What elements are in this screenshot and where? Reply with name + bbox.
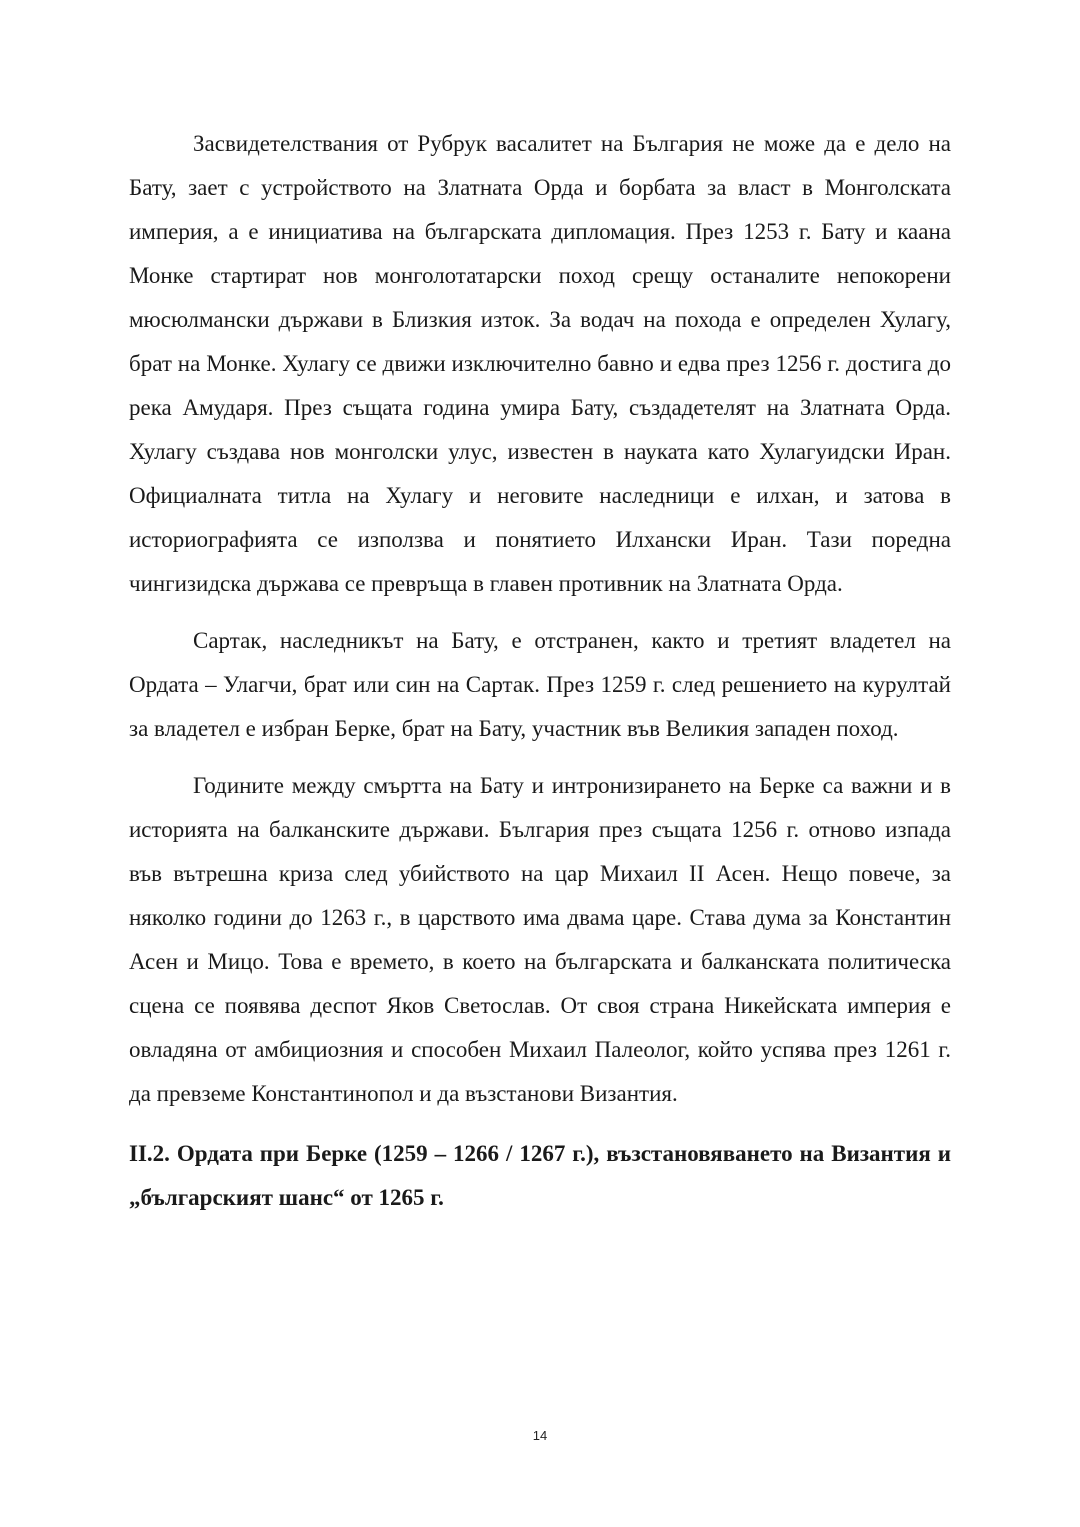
- paragraph-3: Годините между смъртта на Бату и интронизирането на Берке са важни и в историята на балканските държави. България през същата 1256 г. отново изпада във вътрешна криза след убийството на цар Михаил II Асен. Нещо повече, за няколко години до 1263 г., в царството има двама царе. Става дума за Константин Асен и Мицо. Това е времето, в което на българската и балканската политическа сцена се появява деспот Яков Светослав. От своя страна Никейската империя е овладяна от амбициозния и способен Михаил Палеолог, който успява през 1261 г. да превземе Константинопол и да възстанови Византия.: [129, 773, 951, 1106]
- paragraph-1: Засвидетелствания от Рубрук васалитет на България не може да е дело на Бату, зает с устройството на Златната Орда и борбата за власт в Монголската империя, а е инициатива на българската дипломация. През 1253 г. Бату и каана Монке стартират нов монголотатарски поход срещу останалите непокорени мюсюлмански държави в Близкия изток. За водач на похода е определен Хулагу, брат на Монке. Хулагу се движи изключително бавно и едва през 1256 г. достига до река Амударя. През същата година умира Бату, създадетелят на Златната Орда. Хулагу създава нов монголски улус, известен в науката като Хулагуидски Иран. Официалната титла на Хулагу и неговите наследници е илхан, и затова в историографията се използва и понятието Илхански Иран. Тази поредна чингизидска държава се превръща в главен противник на Златната Орда.: [129, 131, 951, 596]
- page-number: 14: [532, 1428, 548, 1443]
- document-body: [129, 122, 951, 1220]
- section-heading: II.2. Ордата при Берке (1259 – 1266 / 1267 г.), възстановяването на Византия и „българският шанс“ от 1265 г.: [129, 1141, 951, 1210]
- paragraph-2: Сартак, наследникът на Бату, е отстранен, както и третият владетел на Ордата – Улагчи, брат или син на Сартак. През 1259 г. след решението на курултай за владетел е избран Берке, брат на Бату, участник във Великия западен поход.: [129, 628, 951, 741]
